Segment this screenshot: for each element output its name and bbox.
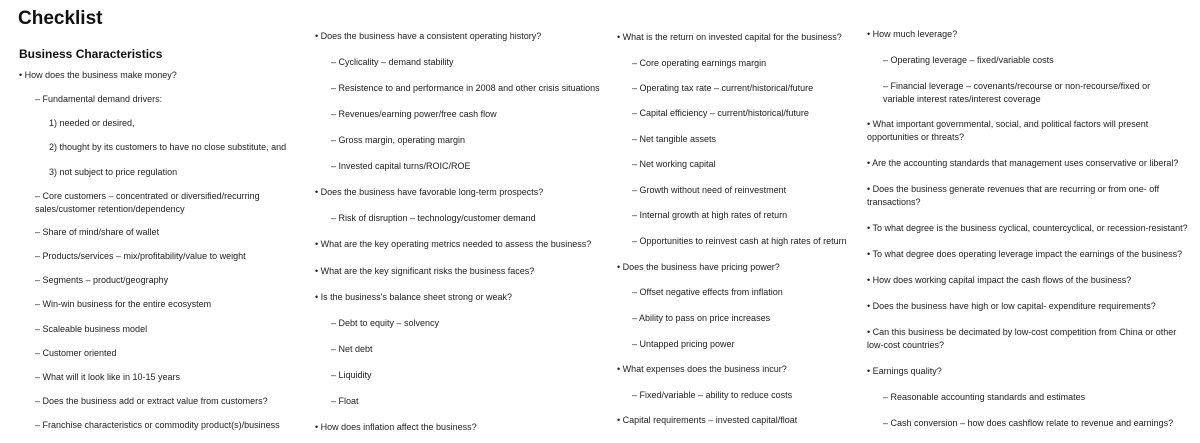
list-item: – Reasonable accounting standards and estimates — [883, 392, 1086, 402]
list-item: • Capital requirements – invested capital/float — [617, 415, 798, 425]
list-item: – Capital efficiency – current/historical/future — [632, 108, 809, 118]
list-item: – Franchise characteristics or commodity product(s)/business — [35, 420, 280, 430]
list-item: 2) thought by its customers to have no close substitute, and — [49, 142, 287, 152]
list-item: – Opportunities to reinvest cash at high rates of return — [632, 236, 847, 246]
list-item: – Net tangible assets — [632, 134, 717, 144]
list-item: 1) needed or desired, — [49, 118, 135, 128]
list-item: – Core operating earnings margin — [632, 58, 767, 68]
list-item: – Cash conversion – how does cashflow relate to revenue and earnings? — [883, 418, 1174, 428]
list-item: – Debt to equity – solvency — [331, 318, 440, 328]
list-item: • Does the business have high or low capital- expenditure requirements? — [867, 301, 1156, 311]
list-item: – Offset negative effects from inflation — [632, 287, 783, 297]
list-item: • Does the business have pricing power? — [617, 262, 780, 272]
list-item: – Float — [331, 396, 359, 406]
list-item: • To what degree is the business cyclical, countercyclical, or recession-resistant? — [867, 223, 1188, 233]
list-item: – Growth without need of reinvestment — [632, 185, 787, 195]
list-item: – Core customers – concentrated or diversified/recurring sales/customer retention/dependency — [35, 191, 260, 214]
list-item: • Is the business's balance sheet strong or weak? — [315, 292, 512, 302]
list-item: – Does the business add or extract value from customers? — [35, 396, 268, 406]
list-item: – Scaleable business model — [35, 324, 148, 334]
list-item: – Operating tax rate – current/historical/future — [632, 83, 814, 93]
list-item: – Fixed/variable – ability to reduce costs — [632, 390, 793, 400]
list-item: • What expenses does the business incur? — [617, 364, 787, 374]
list-item: – Liquidity — [331, 370, 372, 380]
list-item: • How does inflation affect the business? — [315, 422, 477, 432]
list-item: – Cyclicality – demand stability — [331, 57, 454, 67]
list-item: – Share of mind/share of wallet — [35, 227, 160, 237]
list-item: • What important governmental, social, and political factors will present opportunities or threats? — [867, 119, 1149, 142]
list-item: – Gross margin, operating margin — [331, 135, 466, 145]
list-item: – Segments – product/geography — [35, 275, 169, 285]
list-item: – Revenues/earning power/free cash flow — [331, 109, 497, 119]
list-item: • What are the key significant risks the business faces? — [315, 266, 535, 276]
list-item: – Resistence to and performance in 2008 and other crisis situations — [331, 83, 600, 93]
list-item: – Net working capital — [632, 159, 716, 169]
page-title: Checklist — [18, 8, 103, 29]
list-item: • How does the business make money? — [19, 70, 177, 80]
list-item: – Invested capital turns/ROIC/ROE — [331, 161, 471, 171]
list-item: – Operating leverage – fixed/variable costs — [883, 55, 1054, 65]
list-item: • How does working capital impact the cash flows of the business? — [867, 275, 1132, 285]
list-item: – Win-win business for the entire ecosystem — [35, 299, 212, 309]
list-item: – Risk of disruption – technology/customer demand — [331, 213, 536, 223]
list-item: – Internal growth at high rates of return — [632, 210, 788, 220]
list-item: – Untapped pricing power — [632, 339, 735, 349]
list-item: – Ability to pass on price increases — [632, 313, 771, 323]
list-item: – What will it look like in 10-15 years — [35, 372, 181, 382]
list-item: – Customer oriented — [35, 348, 117, 358]
list-item: – Fundamental demand drivers: — [35, 94, 163, 104]
list-item: • What is the return on invested capital for the business? — [617, 32, 842, 42]
list-item: – Net debt — [331, 344, 373, 354]
list-item: 3) not subject to price regulation — [49, 167, 178, 177]
list-item: • Does the business generate revenues that are recurring or from one- off transactions? — [867, 184, 1160, 207]
list-item: • To what degree does operating leverage impact the earnings of the business? — [867, 249, 1183, 259]
list-item: • Are the accounting standards that management uses conservative or liberal? — [867, 158, 1179, 168]
section-title: Business Characteristics — [19, 47, 163, 61]
list-item: – Financial leverage – covenants/recourse or non-recourse/fixed or variable interest rates/interest coverage — [883, 81, 1151, 104]
list-item: • What are the key operating metrics needed to assess the business? — [315, 239, 592, 249]
list-item: – Products/services – mix/profitability/value to weight — [35, 251, 246, 261]
list-item: • How much leverage? — [867, 29, 958, 39]
list-item: • Does the business have favorable long-term prospects? — [315, 187, 544, 197]
list-item: • Earnings quality? — [867, 366, 942, 376]
list-item: • Does the business have a consistent operating history? — [315, 31, 542, 41]
list-item: • Can this business be decimated by low-cost competition from China or other low-cost countries? — [867, 327, 1177, 350]
